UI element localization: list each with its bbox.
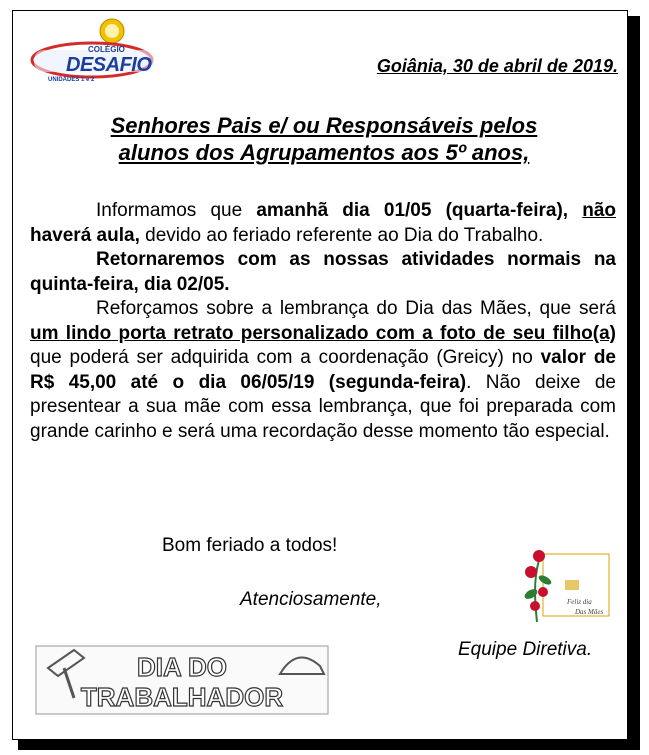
- p1-text-d: haverá aula,: [30, 224, 140, 246]
- p3-text-a: Reforçamos sobre a lembrança do Dia das Mães, que será: [96, 298, 616, 319]
- title-line-2: alunos dos Agrupamentos aos 5º anos,: [118, 140, 530, 165]
- mothers-day-card-image: [505, 542, 615, 622]
- p1-text-b: amanhã dia 01/05 (quarta-feira),: [256, 200, 569, 221]
- paragraph-1: [30, 199, 616, 248]
- title-line-1: Senhores Pais e/ ou Responsáveis pelos: [110, 113, 538, 138]
- p3-text-e: . Não deixe de presentear a sua mãe com essa lembrança, que foi preparada com grande carinho e será uma recordação desse momento tão especial.: [30, 371, 616, 442]
- svg-text:DIA DO: DIA DO: [136, 652, 228, 682]
- letter-body: [30, 199, 616, 444]
- svg-text:Feliz dia: Feliz dia: [567, 598, 592, 606]
- letter-date: Goiânia, 30 de abril de 2019.: [376, 56, 618, 76]
- letter-title: [30, 112, 618, 166]
- p3-text-c: que poderá ser adquirida com a coordenação (Greicy) no: [30, 347, 541, 368]
- school-logo: [30, 14, 162, 84]
- p3-text-b: um lindo porta retrato personalizado com a foto de seu filho(a): [30, 322, 616, 344]
- logo-prefix: COLÉGIO: [88, 45, 125, 54]
- paragraph-2: Retornaremos com as nossas atividades normais na quinta-feira, dia 02/05.: [30, 249, 616, 295]
- logo-units: UNIDADES 1 e 2: [48, 77, 95, 83]
- p1-text-a: Informamos que: [96, 200, 257, 221]
- rose-icon: [505, 542, 615, 622]
- closing-regards: Atenciosamente,: [240, 589, 382, 610]
- svg-text:Das Mães: Das Mães: [575, 608, 604, 616]
- closing-team: Equipe Diretiva.: [458, 639, 593, 660]
- p1-text-e: devido ao feriado referente ao Dia do Trabalho.: [139, 224, 544, 246]
- p1-text-c: não: [582, 200, 616, 221]
- paragraph-3: [30, 297, 616, 444]
- frame-shadow-right: [627, 16, 640, 744]
- svg-text:TRABALHADOR: TRABALHADOR: [80, 682, 284, 712]
- frame-shadow-bottom: [18, 739, 640, 750]
- logo-brand: DESAFIO: [66, 54, 152, 76]
- labour-day-banner-art: [34, 638, 330, 716]
- p3-text-d: valor de R$ 45,00 até o dia 06/05/19 (segunda-feira): [30, 347, 616, 393]
- closing-greeting: Bom feriado a todos!: [162, 535, 338, 556]
- labour-day-banner: [34, 638, 330, 716]
